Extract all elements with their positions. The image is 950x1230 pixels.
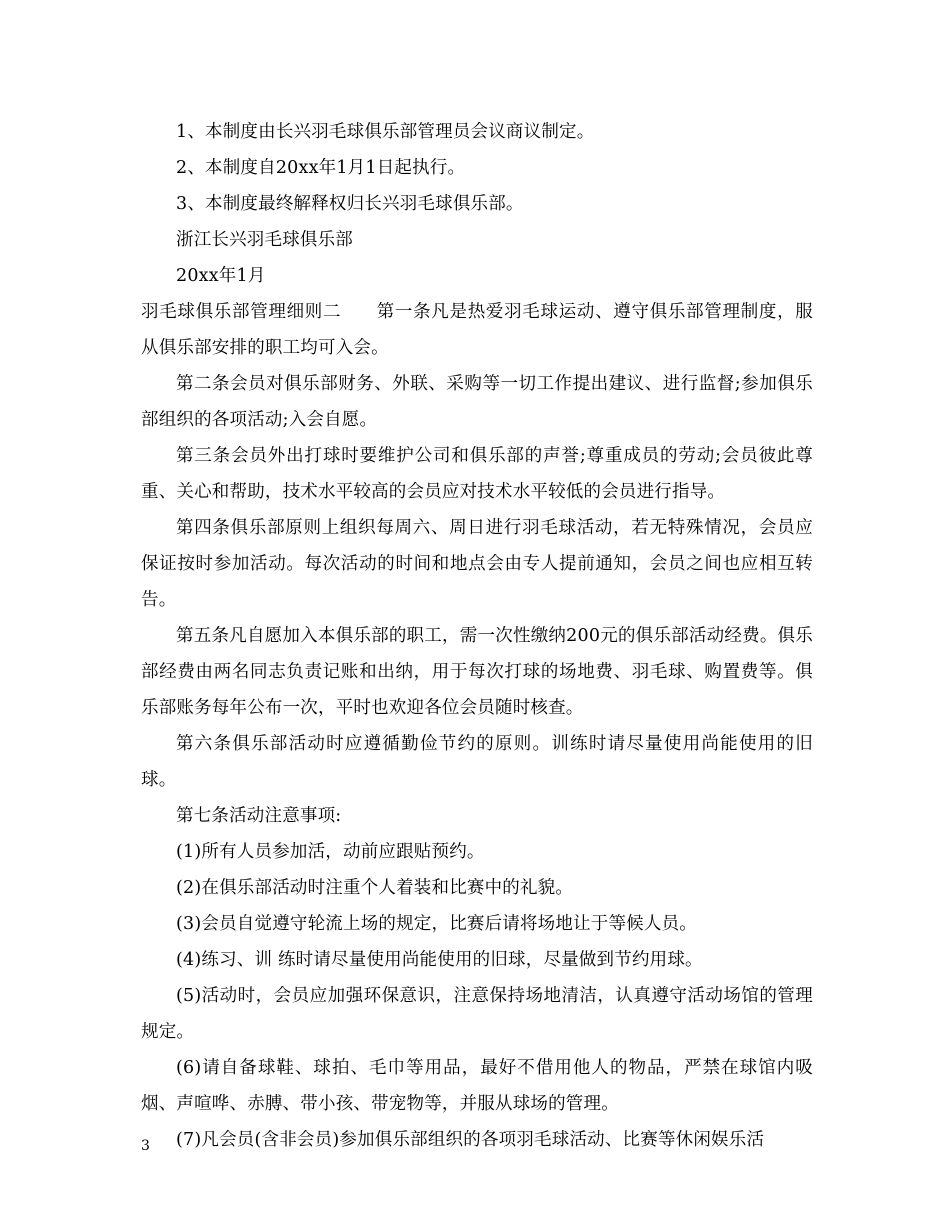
article-1: 第一条凡是热爱羽毛球运动、遵守俱乐部管理制度，服从俱乐部安排的职工均可入会。 bbox=[141, 302, 813, 358]
rule-clause-1: 1、本制度由长兴羽毛球俱乐部管理员会议商议制定。 bbox=[176, 122, 595, 142]
activity-note-1: (1)所有人员参加活，动前应跟贴预约。 bbox=[176, 842, 485, 862]
rule-clause-3: 3、本制度最终解释权归长兴羽毛球俱乐部。 bbox=[176, 194, 524, 214]
section-title: 羽毛球俱乐部管理细则二 bbox=[141, 302, 342, 322]
page-number: 3 bbox=[141, 1138, 150, 1154]
document-body bbox=[141, 114, 813, 1158]
activity-note-2: (2)在俱乐部活动时注重个人着装和比赛中的礼貌。 bbox=[176, 878, 574, 898]
article-2: 第二条会员对俱乐部财务、外联、采购等一切工作提出建议、进行监督;参加俱乐部组织的各项活动;入会自愿。 bbox=[141, 374, 813, 430]
signature-date: 20xx年1月 bbox=[176, 266, 266, 286]
activity-note-4: (4)练习、训 练时请尽量使用尚能使用的旧球，尽量做到节约用球。 bbox=[176, 950, 703, 970]
activity-note-6: (6)请自备球鞋、球拍、毛巾等用品，最好不借用他人的物品，严禁在球馆内吸烟、声喧哗、赤膊、带小孩、带宠物等，并服从球场的管理。 bbox=[141, 1058, 813, 1114]
activity-note-5: (5)活动时，会员应加强环保意识，注意保持场地清洁，认真遵守活动场馆的管理规定。 bbox=[141, 986, 813, 1042]
article-3: 第三条会员外出打球时要维护公司和俱乐部的声誉;尊重成员的劳动;会员彼此尊重、关心和帮助，技术水平较高的会员应对技术水平较低的会员进行指导。 bbox=[141, 446, 813, 502]
article-4: 第四条俱乐部原则上组织每周六、周日进行羽毛球活动，若无特殊情况，会员应保证按时参加活动。每次活动的时间和地点会由专人提前通知，会员之间也应相互转告。 bbox=[141, 518, 813, 610]
activity-note-3: (3)会员自觉遵守轮流上场的规定，比赛后请将场地让于等候人员。 bbox=[176, 914, 697, 934]
rule-clause-2: 2、本制度自20xx年1月1日起执行。 bbox=[176, 158, 466, 178]
article-7-heading: 第七条活动注意事项: bbox=[176, 806, 342, 826]
organization-signature: 浙江长兴羽毛球俱乐部 bbox=[176, 230, 353, 250]
activity-note-7: (7)凡会员(含非会员)参加俱乐部组织的各项羽毛球活动、比赛等休闲娱乐活 bbox=[176, 1130, 765, 1150]
article-5: 第五条凡自愿加入本俱乐部的职工，需一次性缴纳200元的俱乐部活动经费。俱乐部经费由两名同志负责记账和出纳，用于每次打球的场地费、羽毛球、购置费等。俱乐部账务每年公布一次，平时也欢迎各位会员随时核查。 bbox=[141, 626, 813, 718]
article-6: 第六条俱乐部活动时应遵循勤俭节约的原则。训练时请尽量使用尚能使用的旧球。 bbox=[141, 734, 813, 790]
section-heading-paragraph bbox=[141, 294, 813, 366]
